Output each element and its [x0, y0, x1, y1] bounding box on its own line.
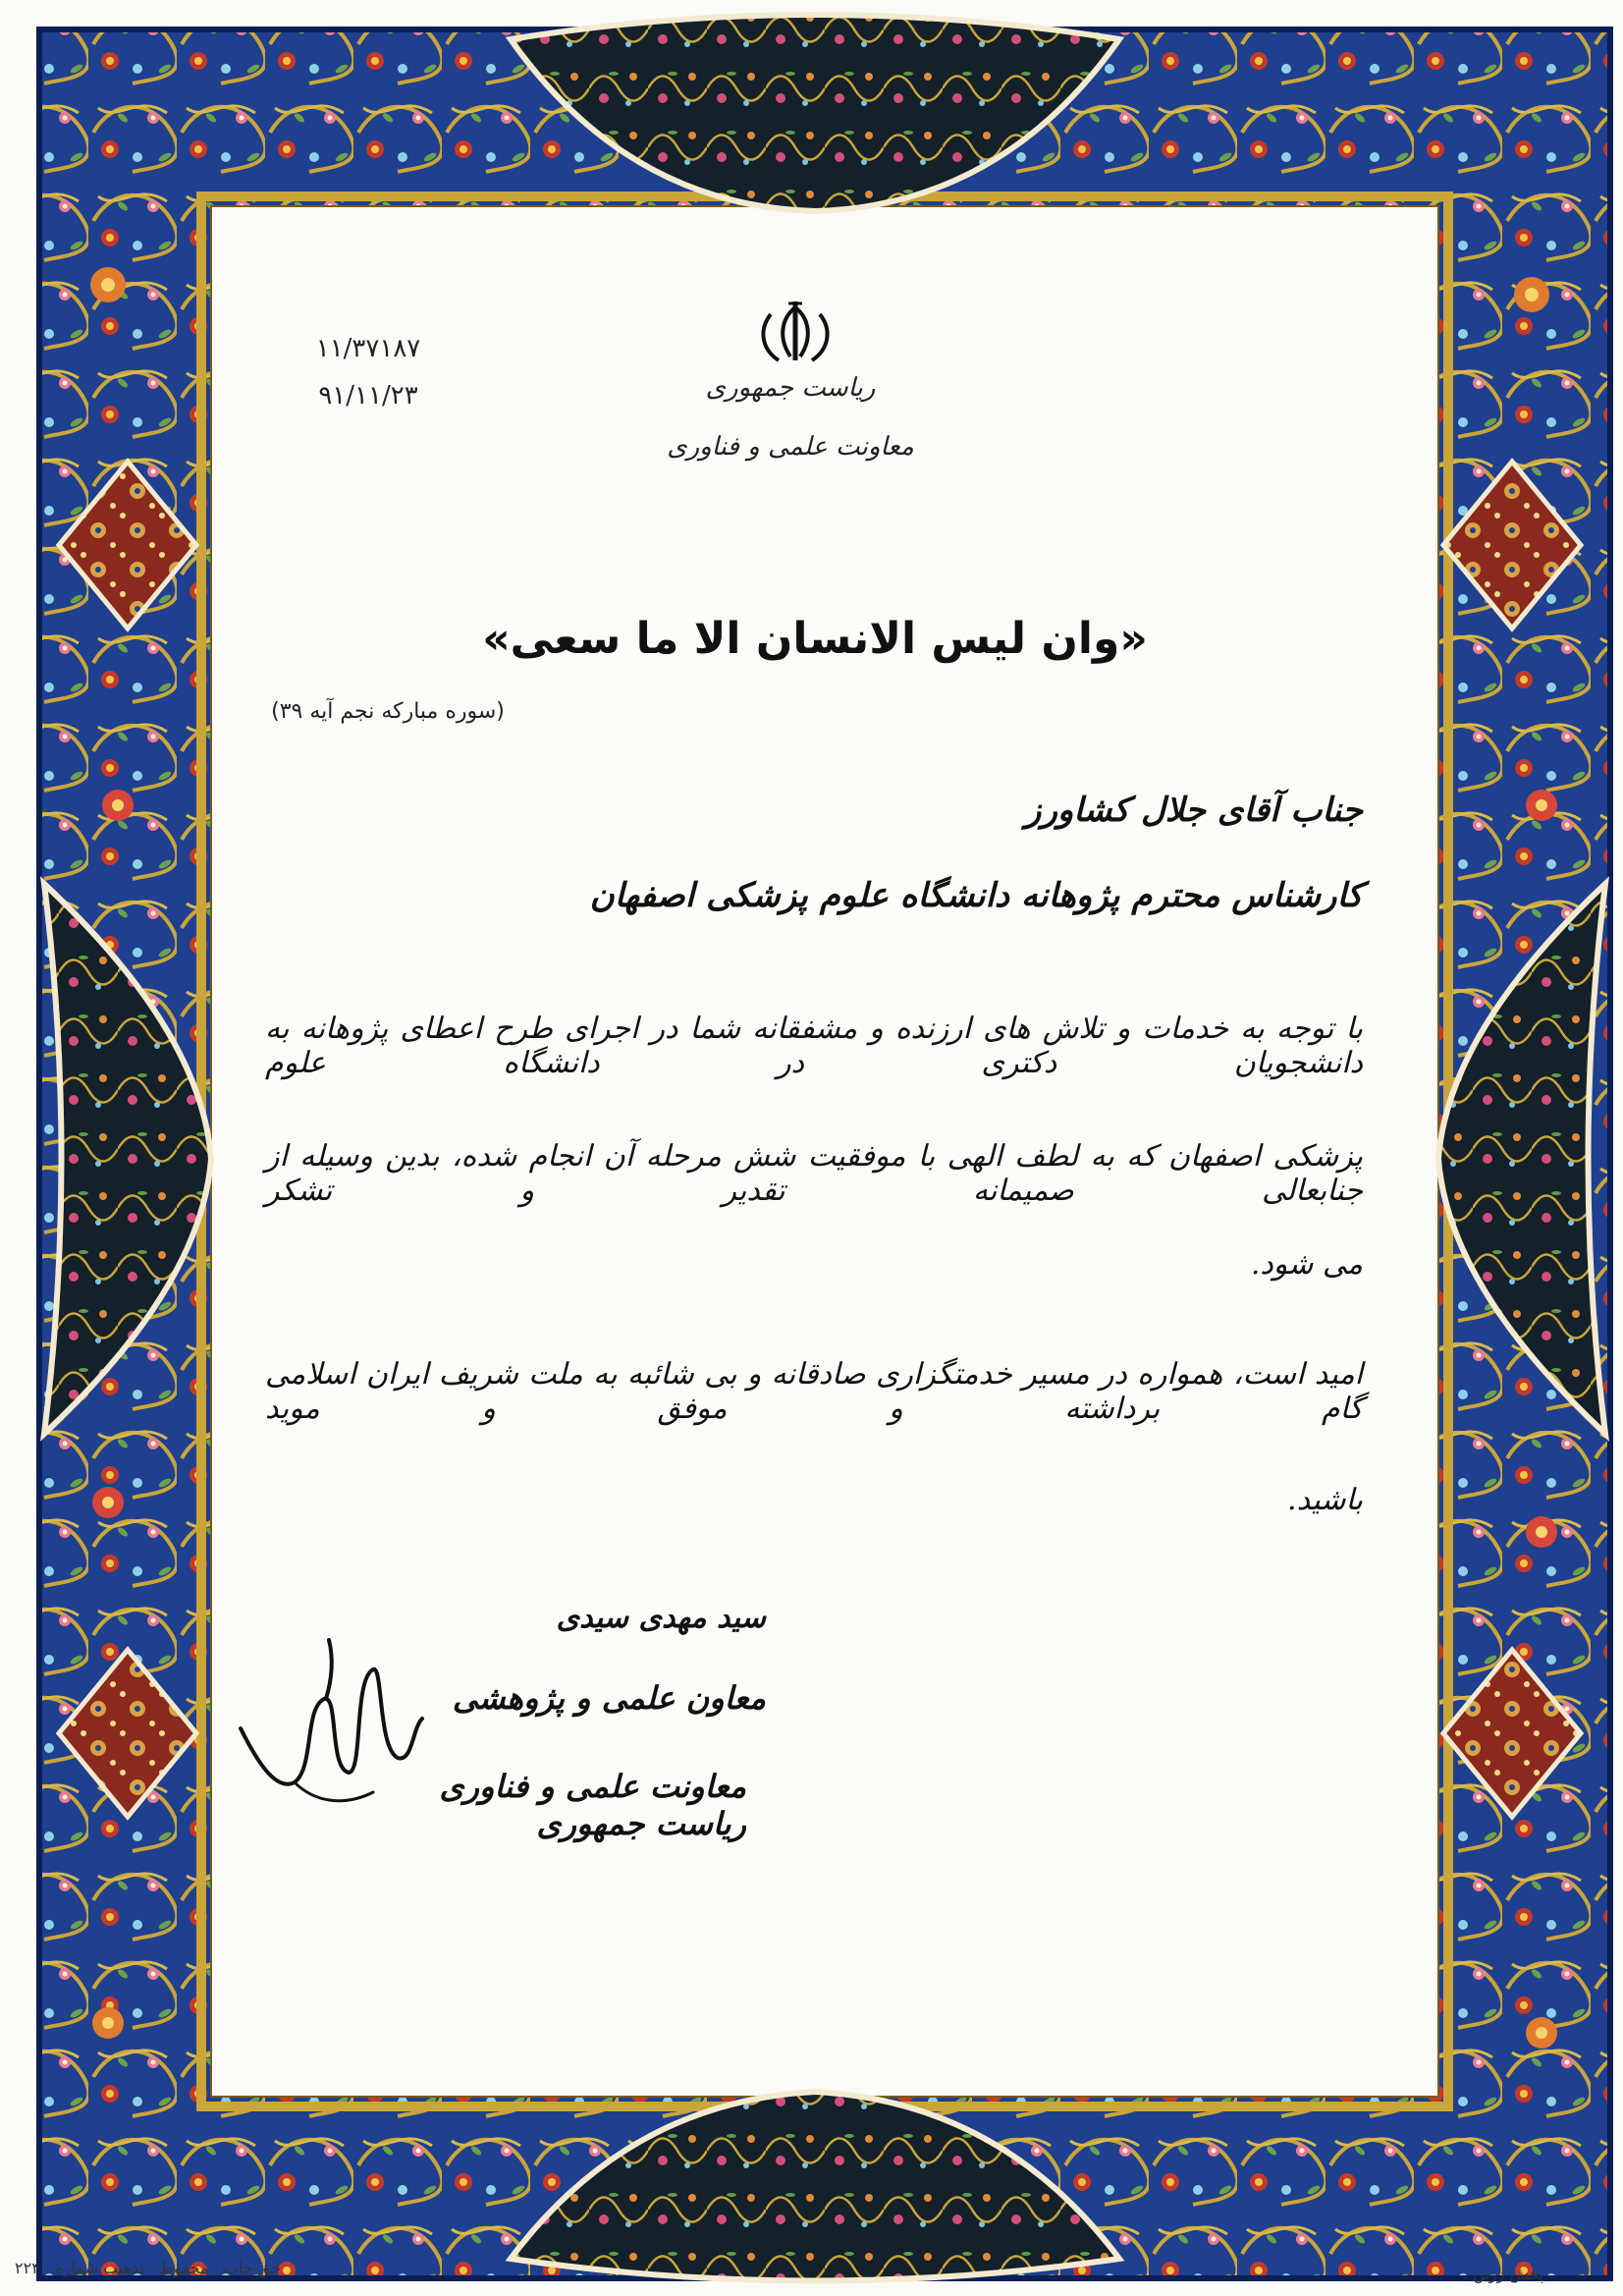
body-line-5: باشید.	[1287, 1483, 1363, 1517]
footer-copyright: حق چاپ ، محفوظ ، تذهیب شماره : ۲۲۴	[15, 2259, 281, 2277]
verse-reference: (سوره مبارکه نجم آیه ۳۹)	[271, 699, 505, 724]
body-line-1: با توجه به خدمات و تلاش های ارزنده و مشفقانه شما در اجرای طرح اعطای پژوهانه به دانشجویان دکتری در دانشگاه علوم	[265, 1011, 1363, 1080]
body-line-2: پزشکی اصفهان که به لطف الهی با موفقیت شش مرحله آن انجام شده، بدین وسیله از جنابعالی صمیمانه تقدیر و تشکر	[265, 1139, 1363, 1208]
iran-emblem-icon	[751, 300, 839, 368]
signatory-title: معاون علمی و پژوهشی	[452, 1679, 766, 1717]
org-line-vice-presidency: معاونت علمی و فناوری	[667, 432, 914, 462]
addressee-name: جناب آقای جلال کشاورز	[1025, 791, 1363, 830]
letter-date: ۹۱/۱۱/۲۳	[318, 381, 418, 410]
org-line-presidency: ریاست جمهوری	[705, 373, 876, 403]
signatory-name: سید مهدی سیدی	[556, 1601, 766, 1635]
reference-number: ۱۱/۳۷۱۸۷	[315, 334, 421, 363]
body-line-4: امید است، همواره در مسیر خدمتگزاری صادقانه و بی شائبه به ملت شریف ایران اسلامی گام برداشته و موفق و موید	[265, 1357, 1363, 1426]
body-line-3: می شود.	[1250, 1247, 1363, 1282]
addressee-position: کارشناس محترم پژوهانه دانشگاه علوم پزشکی اصفهان	[589, 876, 1363, 915]
footer-distributor: پخش زرین .	[1463, 2265, 1544, 2283]
quran-verse: «وان لیس الانسان الا ما سعی»	[482, 614, 1148, 664]
handwritten-signature	[236, 1620, 432, 1817]
signatory-organization: معاونت علمی و فناوری ریاست جمهوری	[439, 1768, 746, 1842]
